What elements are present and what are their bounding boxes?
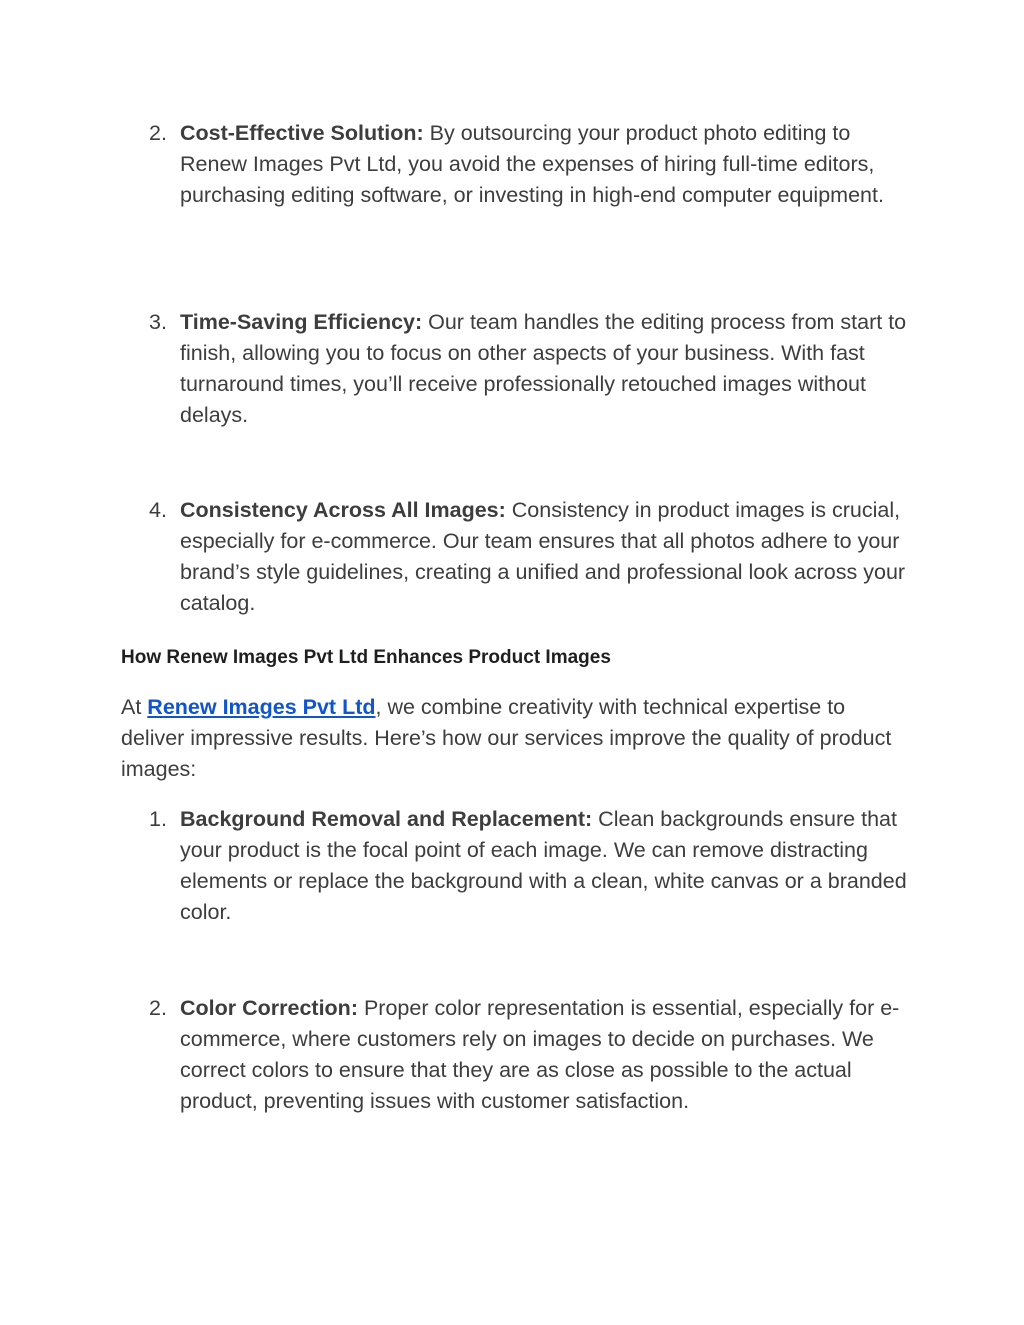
list-item-consistency — [121, 495, 911, 619]
list-item-background-removal — [121, 804, 911, 928]
list-item-body — [180, 993, 911, 1117]
intro-text-after: , we combine creativity with technical expertise to deliver impressive results. Here’s how our services improve the quality of product images: — [121, 695, 892, 781]
list-item-text: Clean backgrounds ensure that your product is the focal point of each image. We can remove distracting elements or replace the background with a clean, white canvas or a branded color. — [180, 807, 907, 924]
list-item-text: By outsourcing your product photo editing to Renew Images Pvt Ltd, you avoid the expenses of hiring full-time editors, purchasing editing software, or investing in high-end computer equipment. — [180, 121, 884, 207]
list-item-label: Color Correction: — [180, 996, 358, 1020]
list-item-label: Time-Saving Efficiency: — [180, 310, 423, 334]
list-item-body — [180, 804, 911, 928]
list-item-text: Our team handles the editing process from start to finish, allowing you to focus on other aspects of your business. With fast turnaround times, you’ll receive professionally retouched images without delays. — [180, 310, 907, 427]
list-item-body — [180, 307, 911, 431]
section-heading: How Renew Images Pvt Ltd Enhances Product Images — [121, 647, 611, 668]
list-number: 3. — [149, 310, 167, 334]
list-item-color-correction — [121, 993, 911, 1117]
list-number: 2. — [149, 121, 167, 145]
list-item-label: Cost-Effective Solution: — [180, 121, 424, 145]
list-item-time-saving — [121, 307, 911, 431]
list-number: 1. — [149, 807, 167, 831]
list-item-body — [180, 495, 911, 619]
list-item-label: Background Removal and Replacement: — [180, 807, 593, 831]
list-item-body — [180, 118, 911, 211]
list-number: 2. — [149, 996, 167, 1020]
intro-paragraph — [121, 692, 911, 785]
list-item-text: Consistency in product images is crucial, especially for e-commerce. Our team ensures that all photos adhere to your brand’s style guidelines, creating a unified and professional look across your catalog. — [180, 498, 906, 615]
intro-text-before: At — [121, 695, 148, 719]
list-item-label: Consistency Across All Images: — [180, 498, 506, 522]
list-number: 4. — [149, 498, 167, 522]
list-item-text: Proper color representation is essential, especially for e-commerce, where customers rely on images to decide on purchases. We correct colors to ensure that they are as close as possible to the actual product, preventing issues with customer satisfaction. — [180, 996, 900, 1113]
list-item-cost-effective — [121, 118, 911, 211]
renew-images-link[interactable]: Renew Images Pvt Ltd — [147, 695, 376, 719]
